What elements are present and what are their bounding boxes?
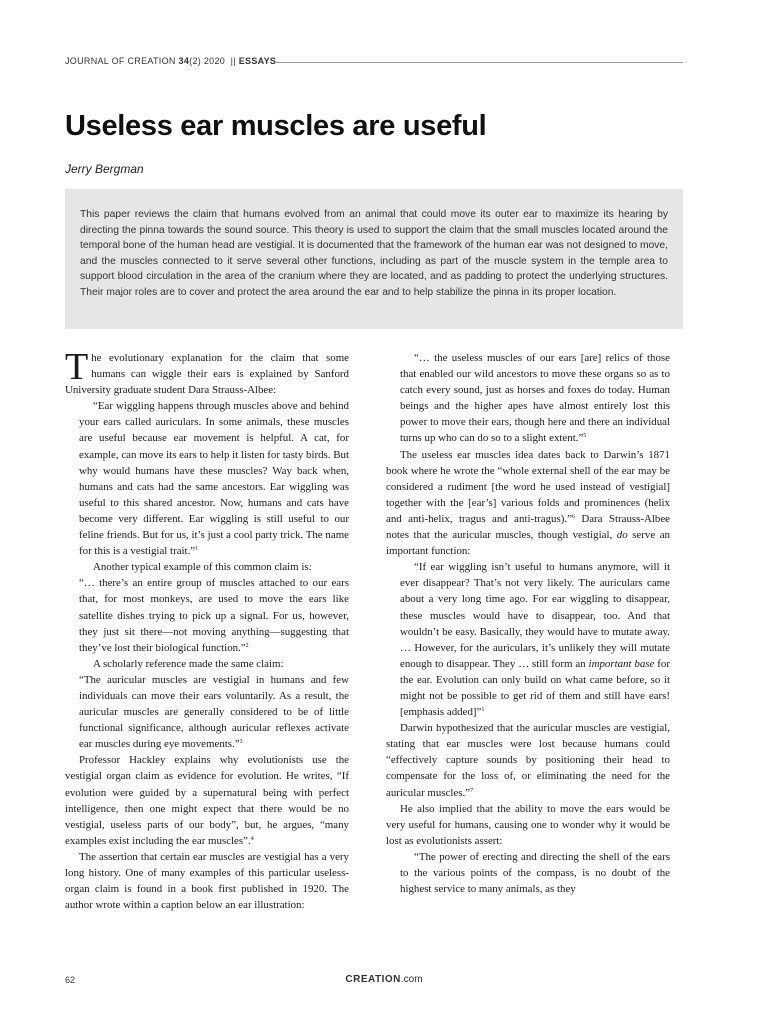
abstract-box xyxy=(65,189,683,329)
running-header xyxy=(65,56,683,66)
article-author: Jerry Bergman xyxy=(65,162,144,176)
abstract-text: This paper reviews the claim that humans evolved from an animal that could move its outer ear to maximize its hearing by directing the pinna towards the sound source. This theory is used to support the claim that the small muscles located around the temporal bone of the human head are vestigial. It is documented that the framework of the human ear was not designed to move, and the muscles connected to it serve several other functions, including as part of the muscle system in the temple area to support blood circulation in the area of the cranium where they are located, and as padding to protect the underlying structures. Their major roles are to cover and protect the area around the ear and to help stabilize the pinna in its proper location. xyxy=(80,209,668,298)
footnote-ref: 5 xyxy=(583,433,587,440)
footnote-ref: 6 xyxy=(571,513,575,520)
header-rule xyxy=(275,62,683,63)
emphasis: important base xyxy=(588,657,655,670)
header-separator: || xyxy=(225,56,239,66)
emphasis: do xyxy=(616,529,628,542)
right-column xyxy=(386,350,670,897)
quote-wiggling: “If ear wiggling isn’t useful to humans anymore, will it ever disappear? That’s not very likely. The auriculars came about a very long time ago. For ear wiggling to disappear, these muscles would have to disappear, too. And that wouldn’t be easy. Basically, they would have to mutate away. … However, for the auriculars, it’s unlikely they will mutate enough to disappear. They … still form an important base for the ear. Evolution can only build on what came before, so it might not be possible to get rid of them and still have ears! [emphasis added]”$^1$ xyxy=(400,561,671,719)
footnote-ref: 1 xyxy=(195,546,199,553)
footnote-ref: 3 xyxy=(239,739,243,746)
paragraph-darwin: The useless ear muscles idea dates back to Darwin’s 1871 book where he wrote the “whole external shell of the ear may be considered a rudiment [the word he used instead of vestigial] together with the [ear’s] various folds and prominences (helix and anti-helix, tragus and anti-tragus).”$^6$ Dara Strauss-Albee notes that the auricular muscles, though vestigial, do serve an important function: xyxy=(386,448,670,558)
journal-issue: (2) 2020 xyxy=(189,56,226,66)
paragraph-history: The assertion that certain ear muscles are vestigial has a very long history. One of many examples of this particular useless-organ claim is found in a book first published in 1920. The author wrote within a caption below an ear illustration: xyxy=(65,850,349,912)
page-number: 62 xyxy=(65,975,76,985)
journal-name: JOURNAL OF CREATION xyxy=(65,56,179,66)
quote-useless-muscles: “… the useless muscles of our ears [are] relics of those that enabled our wild ancestors to move these organs so as to catch every sound, just as horses and foxes do today. Human beings and the higher apes have almost entirely lost this power to move their ears, though here and there an individual turns up who can do so to a slight extent.”$^5$ xyxy=(400,352,670,445)
section-label: ESSAYS xyxy=(238,56,277,66)
footnote-ref: 7 xyxy=(470,787,474,794)
quote-strauss-albee: “Ear wiggling happens through muscles above and behind your ears called auriculars. In some animals, these muscles are useful because ear movement is helpful. A cat, for example, can move its ears to help it listen for tasty birds. But why would humans have these muscles? Way back when, humans and cats had the same ancestors. Ear wiggling was useful to this shared ancestor. Now, humans and cats have become very different. Ear wiggling is still useful to our feline friends. But for us, it’s just a cool party trick. The name for this is a vestigial trait.”$^1$ xyxy=(79,400,349,558)
paragraph: A scholarly reference made the same claim: xyxy=(93,657,284,670)
brand-name: CREATION xyxy=(345,974,401,985)
article-title: Useless ear muscles are useful xyxy=(65,110,487,142)
intro-paragraph: The evolutionary explanation for the claim that some humans can wiggle their ears is explained by Sanford University graduate student Dara Strauss-Albee: xyxy=(65,346,349,397)
footer-brand xyxy=(0,974,768,985)
left-column xyxy=(65,346,349,913)
footnote-ref: 1 xyxy=(481,707,485,714)
drop-cap: T xyxy=(65,346,89,388)
paragraph-hypothesis: Darwin hypothesized that the auricular muscles are vestigial, stating that ear muscles were lost because humans could “effectively capture sounds by positioning their head to compensate for the loss of, or eliminating the need for the auricular muscles.”$^7$ xyxy=(386,722,670,799)
footnote-ref: 4 xyxy=(250,835,254,842)
brand-suffix: .com xyxy=(400,974,423,985)
paragraph: He also implied that the ability to move the ears would be very useful for humans, causing one to wonder why it would be lost as evolutionists assert: xyxy=(386,802,670,847)
paragraph-hackley: Professor Hackley explains why evolutionists use the vestigial organ claim as evidence for evolution. He writes, “If evolution were guided by a supernatural being with perfect intelligence, then one might expect that there would be no vestigial, useless parts of our body”, but, he argues, “many examples exist including the ear muscles”.$^4$ xyxy=(65,754,349,847)
quote-compass: “The power of erecting and directing the shell of the ears to the various points of the compass, is no doubt of the highest service to many animals, as they xyxy=(400,850,670,896)
quote-monkeys: “… there’s an entire group of muscles attached to our ears that, for most monkeys, are used to move the ears like satellite dishes trying to pick up a signal. For us, however, they just sit there—not moving anything—suggesting that they’ve lost their biological function.”$^2$ xyxy=(79,577,349,654)
journal-volume: 34 xyxy=(178,56,190,66)
paragraph: Another typical example of this common claim is: xyxy=(93,561,312,574)
footnote-ref: 2 xyxy=(245,642,249,649)
quote-scholarly: “The auricular muscles are vestigial in humans and few individuals can move their ears voluntarily. As a result, the auricular muscles are generally considered to be of little functional significance, although auricular reflexes activate ear muscles during eye movements.”$^3$ xyxy=(79,673,349,751)
